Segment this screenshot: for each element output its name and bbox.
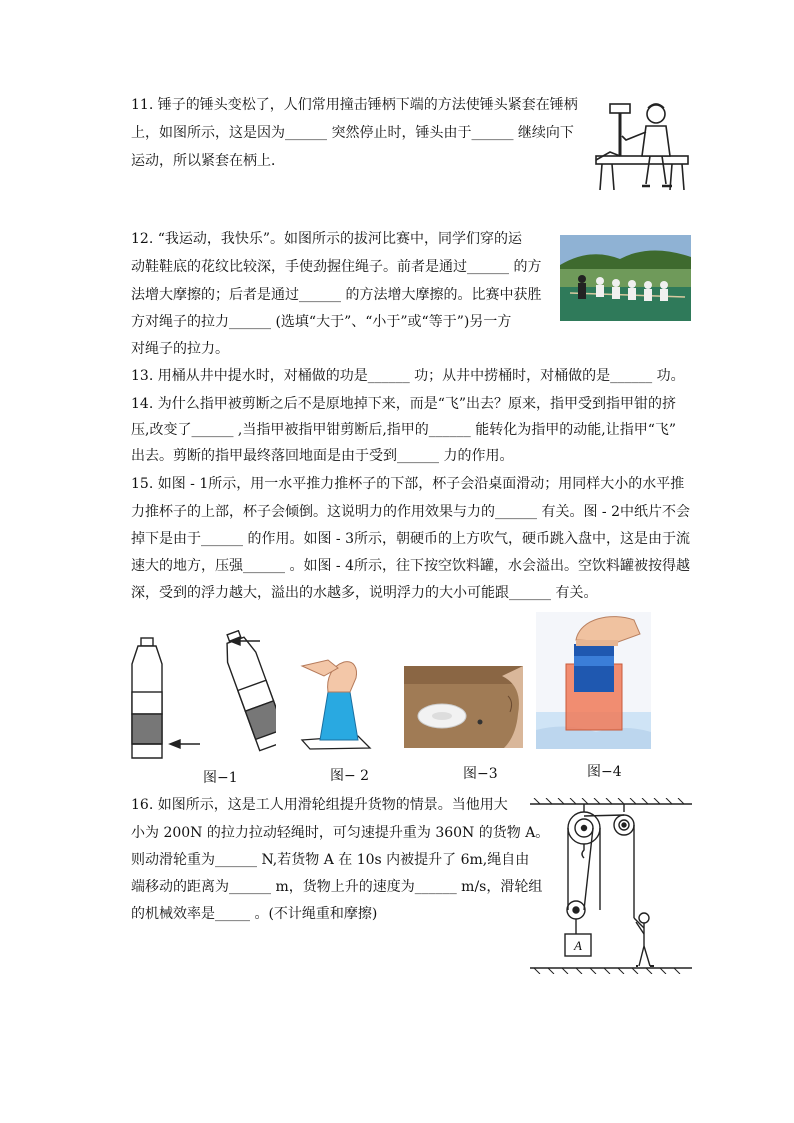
q12-line-1: 12. “我运动，我快乐”。如图所示的拔河比赛中，同学们穿的运 [131,231,523,247]
q11-line-3: 运动，所以紧套在柄上． [131,153,285,169]
q11-line-1: 11. 锤子的锤头变松了，人们常用撞击锤柄下端的方法使锤头紧套在锤柄 [131,97,578,113]
q15-line-1: 15. 如图 - 1所示，用一水平推力推杯子的下部，杯子会沿桌面滑动；用同样大小的水平推 [131,476,685,492]
hammer-illustration [590,100,700,192]
q12-line-4: 方对绳子的拉力______ (选填“大于”、“小于”或“等于”)另一方 [131,314,512,330]
q12-line-2: 动鞋鞋底的花纹比较深，手使劲握住绳子。前者是通过______ 的方 [131,259,542,275]
figure-2-cup [298,656,374,750]
q12-line-5: 对绳子的拉力。 [131,341,229,357]
q13-line-1: 13. 用桶从井中提水时，对桶做的功是______ 功；从井中捞桶时，对桶做的是______ 功。 [131,368,685,384]
tug-of-war-photo [560,235,691,321]
q16-line-3: 则动滑轮重为______ N,若货物 A 在 10s 内被提升了 6m,绳自由 [131,852,530,868]
q11-line-2: 上，如图所示，这是因为______ 突然停止时，锤头由于______ 继续向下 [131,125,574,141]
q15-line-3: 掉下是由于______ 的作用。如图 - 3所示，朝硬币的上方吹气，硬币跳入盘中，这是由于流 [131,531,690,547]
figure-4-caption: 图−4 [587,764,622,780]
q16-line-5: 的机械效率是_____ 。(不计绳重和摩擦) [131,906,378,922]
box-a-label: A [574,938,582,953]
pulley-system-diagram [528,798,694,974]
q14-line-3: 出去。剪断的指甲最终落回地面是由于受到______ 力的作用。 [131,448,514,464]
figure-2-caption: 图− 2 [330,768,370,784]
figure-4-can-photo [536,612,651,749]
q16-line-2: 小为 200N 的拉力拉动轻绳时，可匀速提升重为 360N 的货物 A。 [131,825,550,841]
q15-line-4: 速大的地方，压强______ 。如图 - 4所示，往下按空饮料罐，水会溢出。空饮料罐被按得越 [131,558,690,574]
q16-line-1: 16. 如图所示，这是工人用滑轮组提升货物的情景。当他用大 [131,797,508,813]
q14-line-1: 14. 为什么指甲被剪断之后不是原地掉下来，而是“飞”出去？原来，指甲受到指甲钳的挤 [131,396,677,412]
q15-line-2: 力推杯子的上部，杯子会倾倒。这说明力的作用效果与力的______ 有关。图 - 2中纸片不会 [131,504,690,520]
figure-1-caption: 图−1 [203,770,238,786]
figure-3-coin-photo [404,666,523,748]
figure-1-bottles [126,630,276,765]
q14-line-2: 压,改变了______ ,当指甲被指甲钳剪断后,指甲的______ 能转化为指甲的动能,让指甲“飞” [131,422,677,438]
q15-line-5: 深，受到的浮力越大，溢出的水越多，说明浮力的大小可能跟______ 有关。 [131,585,598,601]
q16-line-4: 端移动的距离为______ m，货物上升的速度为______ m/s，滑轮组 [131,879,543,895]
figure-3-caption: 图−3 [463,766,498,782]
q12-line-3: 法增大摩擦的；后者是通过______ 的方法增大摩擦的。比赛中获胜 [131,287,542,303]
